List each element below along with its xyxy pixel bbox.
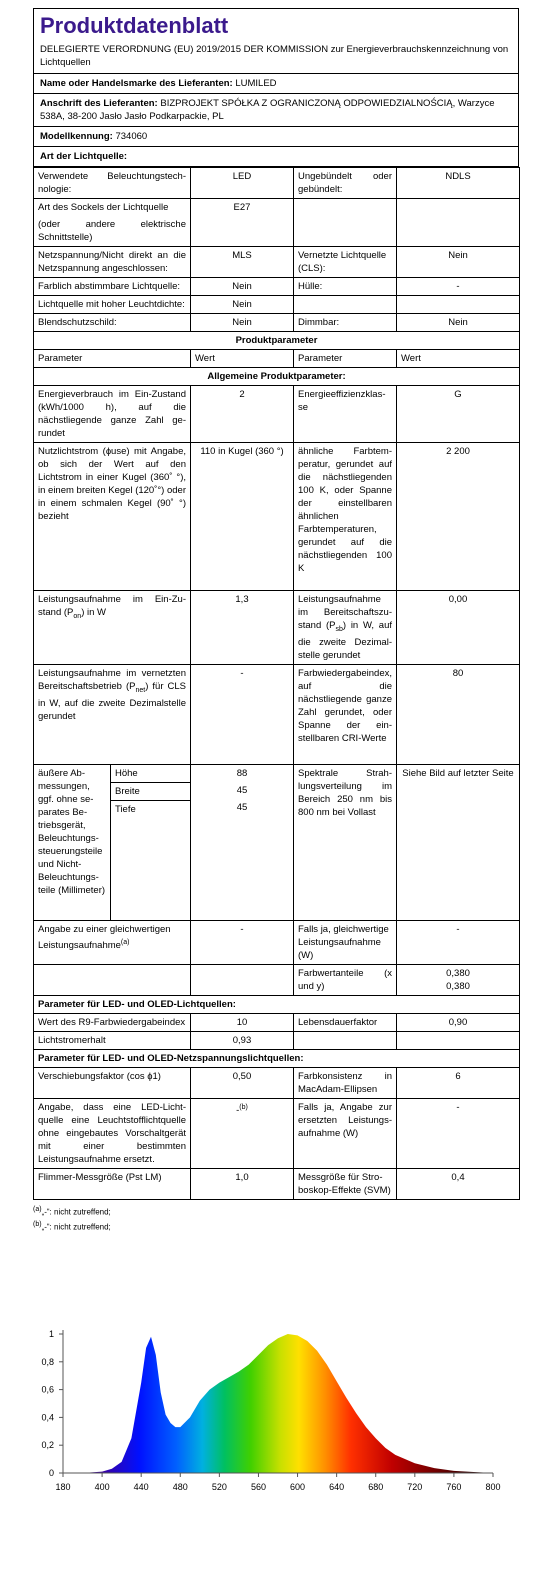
x-tick-label: 400 — [94, 1482, 110, 1492]
table-cell: Angabe, dass eine LED-Lichtquelle eine Leuchtstofflichtquelle ohne eingebautes Vorschaltgerät mit einer bestimmten Leistungsaufnahme ersetzt. — [34, 1098, 191, 1168]
p-on-text-end: ) in W — [81, 607, 106, 618]
y-tick-label: 0,4 — [41, 1412, 54, 1423]
regulation-text: DELEGIERTE VERORDNUNG (EU) 2019/2015 DER KOMMISSION zur Energieverbrauchskennzeichnung von Lichtquellen — [33, 41, 519, 74]
table-cell: NDLS — [397, 168, 520, 199]
p-on-sub: on — [73, 612, 82, 620]
x-tick-label: 520 — [211, 1482, 227, 1492]
model-value: 734060 — [115, 131, 148, 142]
table-cell: Farbwertanteile (x und y) — [294, 964, 397, 995]
dim-height-label: Höhe — [111, 765, 190, 783]
table-row — [34, 332, 520, 350]
footnote-b — [33, 1219, 519, 1234]
footnote-b-marker: (b) — [33, 1220, 42, 1228]
y-tick-label: 0,8 — [41, 1356, 54, 1367]
p-net-text: Leistungsaufnahme im vernetzten Bereitschaftsbetrieb (P — [38, 667, 186, 692]
section-heading: Produktparameter — [34, 332, 520, 350]
table-row — [34, 764, 520, 920]
footnote-a-text: „-“: nicht zutreffend; — [41, 1207, 111, 1217]
table-cell: - — [397, 278, 520, 296]
table-row — [34, 296, 520, 314]
dim-depth-label: Tiefe — [115, 803, 136, 815]
section-heading: Parameter für LED- und OLED-Lichtquellen: — [34, 995, 520, 1013]
column-header: Parameter — [34, 350, 191, 368]
table-cell: MLS — [191, 247, 294, 278]
table-cell: 0,4 — [397, 1168, 520, 1199]
table-cell: Nein — [191, 314, 294, 332]
supplier-name-row — [33, 74, 519, 94]
table-cell: Lichtquelle mit hoher Leuchtdichte: — [34, 296, 191, 314]
p-sb-text: Leistungsaufnahme im Bereitschaftszustand (P — [298, 594, 392, 631]
table-row — [34, 314, 520, 332]
table-row — [34, 199, 520, 247]
table-cell: Siehe Bild auf letzter Seite — [397, 764, 520, 920]
table-cell: Verwendete Beleuchtungstechnologie: — [34, 168, 191, 199]
x-tick-label: 720 — [407, 1482, 423, 1492]
page-title: Produktdatenblatt — [33, 8, 519, 41]
footnote-a — [33, 1204, 519, 1219]
table-cell: Blendschutzschild: — [34, 314, 191, 332]
table-cell: Dimmbar: — [294, 314, 397, 332]
table-row — [34, 247, 520, 278]
table-cell: Ungebündelt oder gebündelt: — [294, 168, 397, 199]
table-row — [34, 1168, 520, 1199]
table-cell: Wert des R9-Farbwiedergabeindex — [34, 1013, 191, 1031]
section-heading: Parameter für LED- und OLED-Netzspannungslichtquellen: — [34, 1049, 520, 1067]
table-cell: 110 in Kugel (360 °) — [191, 443, 294, 591]
replace-value: - — [236, 1105, 240, 1117]
supplier-address-label: Anschrift des Lieferanten: — [40, 98, 158, 109]
chroma-y: 0,380 — [446, 980, 470, 992]
table-cell: 0,90 — [397, 1013, 520, 1031]
model-label: Modellkennung: — [40, 131, 113, 142]
table-cell — [397, 199, 520, 247]
y-tick-label: 0 — [48, 1468, 54, 1478]
socket-label: Art des Sockels der Lichtquelle — [38, 202, 169, 213]
table-header-row — [34, 350, 520, 368]
table-cell — [397, 1031, 520, 1049]
column-header: Parameter — [294, 350, 397, 368]
p-sb-sub: sb — [335, 625, 343, 633]
spec-table — [33, 167, 520, 1200]
table-cell: Nein — [191, 278, 294, 296]
supplier-name: LUMILED — [235, 78, 277, 89]
table-row — [34, 1049, 520, 1067]
table-cell: 80 — [397, 664, 520, 764]
x-tick-label: 680 — [368, 1482, 384, 1492]
table-row — [34, 368, 520, 386]
column-header: Wert — [397, 350, 520, 368]
footnote-ref: (a) — [120, 938, 130, 946]
table-cell: Farblich abstimmbare Lichtquelle: — [34, 278, 191, 296]
table-cell: - — [397, 920, 520, 964]
x-tick-label: 760 — [446, 1482, 462, 1492]
dim-width-value: 45 — [236, 784, 248, 796]
table-cell — [191, 964, 294, 995]
x-tick-label: 800 — [485, 1482, 501, 1492]
table-row — [34, 995, 520, 1013]
supplier-address-row — [33, 94, 519, 127]
dim-height-value: 88 — [236, 767, 248, 779]
p-net-text-end: ) für CLS in W, auf die zweite Dezimalstelle gerundet — [38, 680, 186, 722]
dim-width-label: Breite — [111, 783, 190, 801]
table-cell: Hülle: — [294, 278, 397, 296]
table-cell: 1,3 — [191, 591, 294, 665]
table-row — [34, 591, 520, 665]
table-cell — [294, 1031, 397, 1049]
table-cell — [34, 591, 191, 665]
table-row — [34, 278, 520, 296]
spectral-distribution-chart — [28, 1312, 518, 1532]
table-row — [34, 964, 520, 995]
table-cell — [397, 296, 520, 314]
x-tick-label: 440 — [133, 1482, 149, 1492]
table-cell: 1,0 — [191, 1168, 294, 1199]
light-source-type-heading: Art der Lichtquelle: — [33, 147, 519, 167]
section-heading: Allgemeine Produktparameter: — [34, 368, 520, 386]
socket-label-note: (oder andere elektrische Schnittstelle) — [38, 219, 186, 243]
footnote-a-marker: (a) — [33, 1205, 42, 1213]
table-cell: Lebensdauerfaktor — [294, 1013, 397, 1031]
table-cell — [34, 664, 191, 764]
spectrum-area — [83, 1334, 494, 1473]
x-tick-label: 640 — [329, 1482, 345, 1492]
supplier-address: BIZPROJEKT SPÓŁKA Z OGRANICZONĄ ODPOWIEDZIALNOŚCIĄ, Warzyce 538A, 38-200 Jasło Jasło Podkarpackie, PL — [40, 98, 495, 122]
supplier-name-label: Name oder Handelsmarke des Lieferanten: — [40, 78, 233, 89]
table-cell: 0,50 — [191, 1067, 294, 1098]
table-cell: Nutzlichtstrom (ɸuse) mit Angabe, ob sich der Wert auf den Lichtstrom in einer Kugel (360˚ °), in einem breiten Kegel (120˚°) oder in einem schmalen Kegel (90˚ °) bezieht — [34, 443, 191, 591]
y-tick-label: 1 — [48, 1329, 54, 1339]
y-tick-label: 0,6 — [41, 1384, 54, 1395]
p-on-text: Leistungsaufnahme im Ein-Zustand (P — [38, 594, 186, 618]
model-row — [33, 127, 519, 147]
chroma-x: 0,380 — [446, 967, 470, 979]
table-cell: Vernetzte Lichtquelle (CLS): — [294, 247, 397, 278]
table-cell: Spektrale Strahlungsverteilung im Bereich 250 nm bis 800 nm bei Vollast — [294, 764, 397, 920]
table-cell: Nein — [397, 314, 520, 332]
y-tick-label: 0,2 — [41, 1440, 54, 1451]
table-cell: - — [397, 1098, 520, 1168]
table-cell — [294, 591, 397, 665]
dimensions-label: äußere Abmessungen, ggf. ohne separates Betriebsgerät, Beleuchtungssteuerungsteile und Nicht-Beleuchtungsteile (Millimeter) — [34, 764, 111, 920]
table-cell: - — [191, 664, 294, 764]
datasheet — [33, 8, 519, 1233]
table-cell: Nein — [397, 247, 520, 278]
table-cell: Farbwiedergabeindex, auf die nächstliegende ganze Zahl gerundet, oder Spanne der einstellbaren CRI-Werte — [294, 664, 397, 764]
table-cell: - — [191, 920, 294, 964]
table-cell — [294, 199, 397, 247]
x-tick-label: 480 — [172, 1482, 188, 1492]
table-cell: Flimmer-Messgröße (Pst LM) — [34, 1168, 191, 1199]
table-cell: 2 200 — [397, 443, 520, 591]
table-cell: Farbkonsistenz in MacAdam-Ellipsen — [294, 1067, 397, 1098]
table-cell: Falls ja, gleichwertige Leistungsaufnahme (W) — [294, 920, 397, 964]
table-cell: Verschiebungsfaktor (cos ɸ1) — [34, 1067, 191, 1098]
table-row — [34, 1098, 520, 1168]
table-cell: Netzspannung/Nicht direkt an die Netzspannung angeschlossen: — [34, 247, 191, 278]
table-cell: E27 — [191, 199, 294, 247]
table-row — [34, 1031, 520, 1049]
table-row — [34, 386, 520, 443]
table-row — [34, 443, 520, 591]
table-cell: LED — [191, 168, 294, 199]
table-cell: 6 — [397, 1067, 520, 1098]
footnotes — [33, 1204, 519, 1233]
table-cell — [191, 1098, 294, 1168]
equiv-text: Angabe zu einer gleichwertigen Leistungsaufnahme — [38, 923, 171, 952]
table-row — [34, 664, 520, 764]
table-cell — [294, 296, 397, 314]
table-cell — [34, 920, 191, 964]
x-tick-label: 180 — [55, 1482, 71, 1492]
table-cell: Falls ja, Angabe zur ersetzten Leistungsaufnahme (W) — [294, 1098, 397, 1168]
footnote-b-text: „-“: nicht zutreffend; — [41, 1222, 111, 1232]
table-cell: Energieeffizienzklasse — [294, 386, 397, 443]
x-tick-label: 560 — [250, 1482, 266, 1492]
table-cell: 2 — [191, 386, 294, 443]
table-cell: Nein — [191, 296, 294, 314]
p-net-sub: net — [135, 686, 146, 694]
table-cell: 0,93 — [191, 1031, 294, 1049]
table-row — [34, 168, 520, 199]
column-header: Wert — [191, 350, 294, 368]
table-cell: G — [397, 386, 520, 443]
table-row — [34, 1013, 520, 1031]
table-cell — [34, 199, 191, 247]
table-cell: 0,00 — [397, 591, 520, 665]
table-cell — [397, 964, 520, 995]
dimensions-values — [191, 764, 294, 920]
table-row — [34, 1067, 520, 1098]
table-cell: Lichtstromerhalt — [34, 1031, 191, 1049]
table-row — [34, 920, 520, 964]
x-tick-label: 600 — [290, 1482, 306, 1492]
dim-depth-value: 45 — [236, 801, 248, 813]
p-sb-text-end: ) in W, auf die zweite Dezimalstelle gerundet — [298, 620, 392, 661]
table-cell: 10 — [191, 1013, 294, 1031]
table-cell — [34, 964, 191, 995]
table-cell: Messgröße für Stroboskop-Effekte (SVM) — [294, 1168, 397, 1199]
table-cell: Energieverbrauch im Ein-Zustand (kWh/1000 h), auf die nächstliegende ganze Zahl gerundet — [34, 386, 191, 443]
footnote-ref: (b) — [239, 1103, 248, 1111]
dimensions-sub — [111, 764, 191, 920]
table-cell: ähnliche Farbtemperatur, gerundet auf die nächstliegenden 100 K, oder Spanne der einstellbaren ähnlichen Farbtemperaturen, gerundet auf die nächstliegenden 100 K — [294, 443, 397, 591]
